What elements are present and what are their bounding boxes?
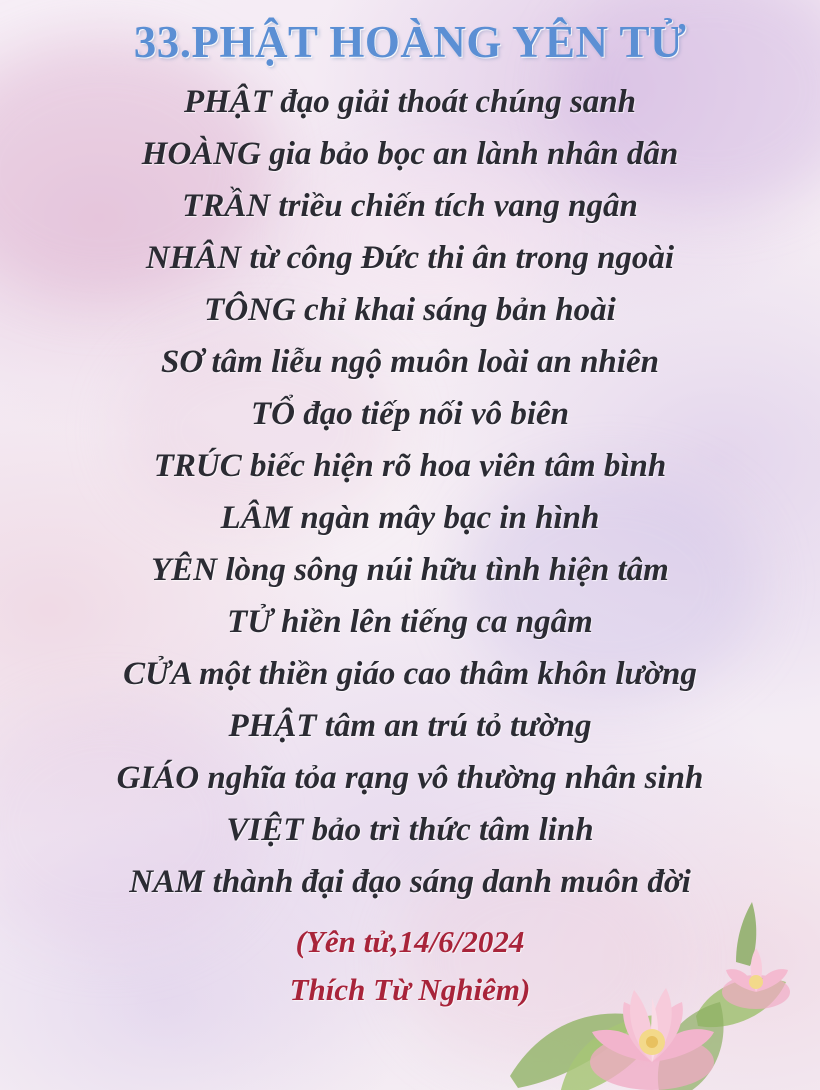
poem-line: TỬ hiền lên tiếng ca ngâm	[227, 604, 593, 640]
poem-line: GIÁO nghĩa tỏa rạng vô thường nhân sinh	[116, 760, 704, 796]
poem-line: SƠ tâm liễu ngộ muôn loài an nhiên	[161, 344, 659, 380]
poem-line: CỬA một thiền giáo cao thâm khôn lường	[123, 656, 697, 692]
poem-line: PHẬT tâm an trú tỏ tường	[228, 708, 592, 744]
poem-line: LÂM ngàn mây bạc in hình	[220, 500, 600, 536]
poem-line: NAM thành đại đạo sáng danh muôn đời	[129, 864, 691, 900]
poem-line: NHÂN từ công Đức thi ân trong ngoài	[145, 240, 675, 276]
poem-line: TỔ đạo tiếp nối vô biên	[250, 396, 570, 432]
page-title: 33.PHẬT HOÀNG YÊN TỬ	[133, 17, 687, 67]
poem-line: YÊN lòng sông núi hữu tình hiện tâm	[151, 552, 669, 588]
signature-place-date: (Yên tử,14/6/2024	[295, 924, 525, 959]
poem-line: PHẬT đạo giải thoát chúng sanh	[183, 84, 637, 120]
signature-author: Thích Từ Nghiêm)	[289, 972, 531, 1007]
poem-line: TRÚC biếc hiện rõ hoa viên tâm bình	[153, 448, 667, 484]
poem-line: TÔNG chỉ khai sáng bản hoài	[204, 292, 616, 328]
poem-body	[0, 76, 820, 908]
poem-line: TRẦN triều chiến tích vang ngân	[182, 188, 638, 224]
poem-line: HOÀNG gia bảo bọc an lành nhân dân	[141, 136, 679, 172]
signature-block	[0, 918, 820, 1014]
poem-line: VIỆT bảo trì thức tâm linh	[226, 812, 594, 848]
